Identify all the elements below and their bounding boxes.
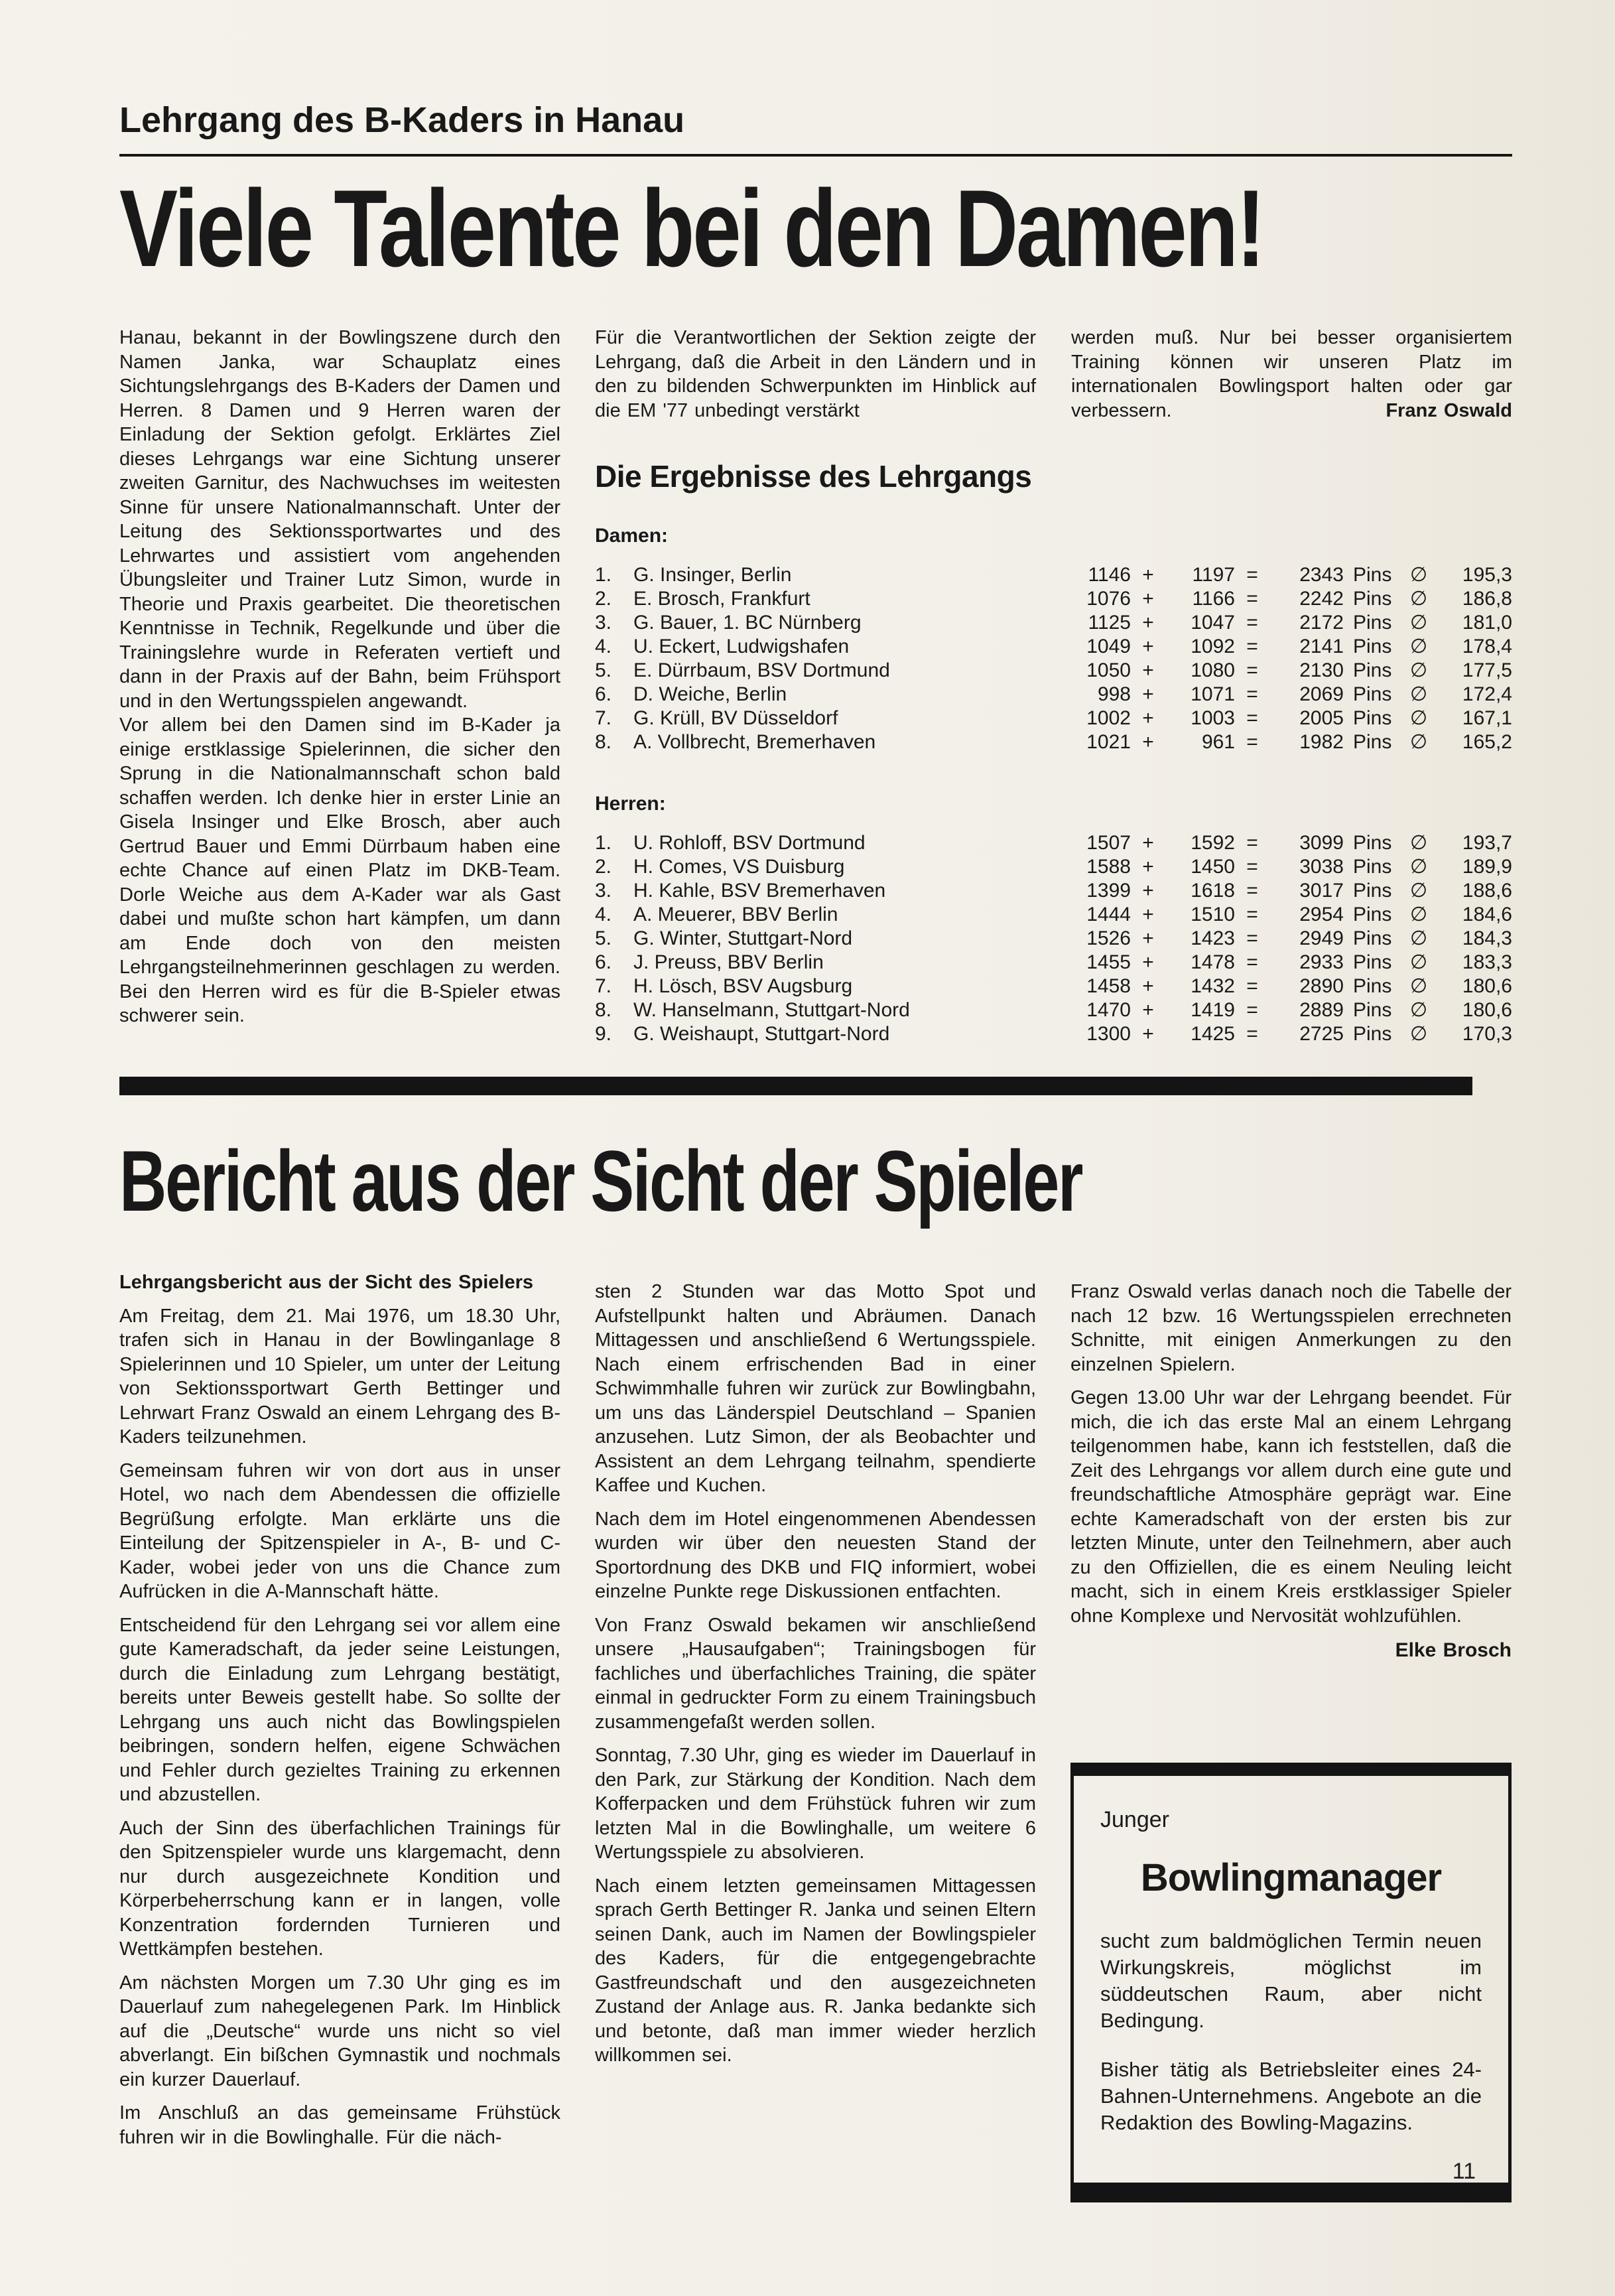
result-score2: 1423 (1191, 927, 1235, 949)
equals-sign: = (1246, 999, 1258, 1021)
result-score2: 1425 (1191, 1023, 1235, 1045)
average-value: 195,3 (1462, 564, 1512, 586)
article2-column3 (1070, 1270, 1512, 2202)
ad-title: Bowlingmanager (1140, 1856, 1442, 1899)
average-icon: ∅ (1410, 1023, 1428, 1045)
result-rank: 8. (595, 999, 612, 1021)
result-score1: 1455 (1086, 951, 1131, 973)
equals-sign: = (1246, 683, 1258, 705)
result-score1: 1300 (1086, 1023, 1131, 1045)
equals-sign: = (1246, 659, 1258, 681)
average-value: 167,1 (1462, 707, 1512, 729)
result-score2: 1166 (1192, 588, 1235, 610)
result-average (1410, 855, 1512, 879)
result-rank: 5. (595, 659, 612, 681)
article-bericht (119, 1132, 1512, 2202)
article1-col2-paragraph: Für die Verantwortlichen der Sektion zeigte der Lehrgang, daß die Arbeit in den Ländern und in den zu bildenden Schwerpunkten im Hinblick auf die EM '77 unbedingt verstärkt (595, 327, 1036, 421)
result-row (595, 587, 1512, 611)
result-name: A. Meuerer, BBV Berlin (633, 904, 838, 925)
average-value: 186,8 (1462, 588, 1512, 610)
plus-sign: + (1142, 707, 1154, 729)
article2-column1 (119, 1270, 560, 2202)
average-icon: ∅ (1410, 659, 1428, 681)
results-block (595, 458, 1512, 1046)
result-name: G. Bauer, 1. BC Nürnberg (633, 612, 862, 634)
result-average (1410, 730, 1512, 754)
article2-col3-paragraphs: Franz Oswald verlas danach noch die Tabelle der nach 12 bzw. 16 Wertungsspielen errechneten Schnitte, mit einigen Anmerkungen zu den einzelnen Spielern. Gegen 13.00 Uhr war der Lehrgang beendet. Für mich, die ich das erste Mal an einem Lehrgang teilgenommen habe, kann ich feststellen, daß die Zeit des Lehrgangs vor allem durch eine gute und freundschaftliche Atmosphäre geprägt war. Eine echte Kameradschaft von der ersten bis zur letzten Minute, unter den Teilnehmern, aber auch zu den Offiziellen, die es einem Neuling leicht macht, sich in einem Kreis erstklassiger Spieler ohne Komplexe und Nervosität wohlzufühlen. (1070, 1281, 1512, 1627)
result-row (595, 951, 1512, 975)
result-average (1410, 903, 1512, 927)
result-score1: 1002 (1086, 707, 1131, 729)
herren-label: Herren: (595, 793, 666, 815)
result-score2: 1618 (1191, 880, 1235, 902)
average-icon: ∅ (1410, 832, 1428, 854)
result-average (1410, 975, 1512, 998)
equals-sign: = (1246, 832, 1258, 854)
equals-sign: = (1246, 612, 1258, 634)
result-row (595, 1022, 1512, 1046)
result-row (595, 998, 1512, 1022)
kicker-rule (119, 154, 1512, 157)
average-icon: ∅ (1410, 707, 1428, 729)
plus-sign: + (1142, 832, 1154, 854)
result-row (595, 927, 1512, 951)
article2-lead: Lehrgangsbericht aus der Sicht des Spielers (119, 1272, 534, 1293)
result-name: U. Rohloff, BSV Dortmund (633, 832, 866, 854)
result-total: 3038 (1299, 856, 1344, 878)
result-score2: 1432 (1191, 975, 1235, 997)
equals-sign: = (1246, 904, 1258, 925)
pins-label: Pins (1353, 927, 1392, 949)
result-rank: 7. (595, 707, 612, 729)
result-rank: 7. (595, 975, 612, 997)
damen-table (595, 563, 1512, 754)
result-score2: 1092 (1191, 636, 1235, 657)
equals-sign: = (1246, 975, 1258, 997)
pins-label: Pins (1353, 904, 1392, 925)
result-rank: 4. (595, 636, 612, 657)
average-icon: ∅ (1410, 636, 1428, 657)
average-icon: ∅ (1410, 588, 1428, 610)
article2-column2: sten 2 Stunden war das Motto Spot und Aufstellpunkt halten und Abräumen. Danach Mittagessen und anschließend 6 Wertungsspiele. Nach einem erfrischenden Bad in einer Schwimmhalle fuhren wir zurück zur Bowlingbahn, um uns das Länderspiel Deutschland – Spanien anzusehen. Lutz Simon, der als Beobachter und Assistent an dem Lehrgang teilnahm, spendierte Kaffee und Kuchen. Nach dem im Hotel eingenommenen Abendessen wurden wir über den neuesten Stand der Sportordnung des DKB und FIQ informiert, wobei einzelne Punkte rege Diskussionen entfachten. Von Franz Oswald bekamen wir anschließend unsere „Hausaufgaben“; Trainingsbogen für fachliches und überfachliches Training, die später einmal in gedruckter Form zu einem Trainingsbuch zusammengefaßt werden sollen. Sonntag, 7.30 Uhr, ging es wieder im Dauerlauf in den Park, zur Stärkung der Kondition. Nach dem Kofferpacken und dem Frühstück fuhren wir zum letzten Mal in die Bowlinghalle, um weitere 6 Wertungsspiele zu absolvieren. Nach einem letzten gemeinsamen Mittagessen sprach Gerth Bettinger R. Janka und seinen Eltern seinen Dank, auch im Namen der Bowlingspieler des Kaders, für die entgegengebrachte Gastfreundschaft und den ausgezeichneten Zustand der Anlage aus. R. Janka bedankte sich und betonte, daß man immer wieder herzlich willkommen sei. (595, 1281, 1036, 2066)
plus-sign: + (1142, 731, 1154, 753)
result-score1: 1125 (1088, 612, 1131, 634)
result-total: 2949 (1299, 927, 1344, 949)
average-icon: ∅ (1410, 683, 1428, 705)
result-rank: 2. (595, 856, 612, 878)
equals-sign: = (1246, 731, 1258, 753)
average-icon: ∅ (1410, 880, 1428, 902)
result-name: J. Preuss, BBV Berlin (633, 951, 824, 973)
result-rank: 3. (595, 880, 612, 902)
result-score2: 1510 (1191, 904, 1235, 925)
result-total: 2130 (1299, 659, 1344, 681)
section-divider-bar (119, 1077, 1472, 1095)
result-total: 1982 (1299, 731, 1344, 753)
average-value: 188,6 (1462, 880, 1512, 902)
result-total: 2141 (1299, 636, 1344, 657)
result-row (595, 635, 1512, 659)
average-icon: ∅ (1410, 999, 1428, 1021)
result-name: U. Eckert, Ludwigshafen (633, 636, 850, 657)
result-score2: 1003 (1191, 707, 1235, 729)
equals-sign: = (1246, 588, 1258, 610)
result-score1: 1588 (1086, 856, 1131, 878)
article2-headline: Bericht aus der Sicht der Spieler (119, 1132, 1082, 1229)
result-score1: 1470 (1086, 999, 1131, 1021)
result-name: E. Dürrbaum, BSV Dortmund (633, 659, 890, 681)
result-total: 2242 (1299, 588, 1344, 610)
result-average (1410, 635, 1512, 659)
pins-label: Pins (1353, 707, 1392, 729)
equals-sign: = (1246, 951, 1258, 973)
article1-column2 (595, 326, 1036, 423)
pins-label: Pins (1353, 1023, 1392, 1045)
result-name: H. Comes, VS Duisburg (633, 856, 845, 878)
main-headline: Viele Talente bei den Damen! (119, 167, 1263, 289)
result-rank: 9. (595, 1023, 612, 1045)
result-row (595, 659, 1512, 683)
result-score1: 1049 (1086, 636, 1131, 657)
pins-label: Pins (1353, 999, 1392, 1021)
result-average (1410, 879, 1512, 903)
result-score2: 1080 (1191, 659, 1235, 681)
result-average (1410, 1022, 1512, 1046)
equals-sign: = (1246, 564, 1258, 586)
pins-label: Pins (1353, 880, 1392, 902)
ad-intro: Junger (1100, 1806, 1169, 1832)
pins-label: Pins (1353, 856, 1392, 878)
result-score1: 1050 (1086, 659, 1131, 681)
average-icon: ∅ (1410, 856, 1428, 878)
average-value: 178,4 (1462, 636, 1512, 657)
article1-column1: Hanau, bekannt in der Bowlingszene durch den Namen Janka, war Schauplatz eines Sichtungslehrgangs des B-Kaders der Damen und Herren. 8 Damen und 9 Herren waren der Einladung der Sektion gefolgt. Erklärtes Ziel dieses Lehrgangs war eine Sichtung unserer zweiten Garnitur, des Nachwuchses im weitesten Sinne für unsere Nationalmannschaft. Unter der Leitung des Sektionssportwartes und des Lehrwartes und assistiert vom angehenden Übungsleiter und Trainer Lutz Simon, wurde in Theorie und Praxis gearbeitet. Die theoretischen Kenntnisse in Technik, Regelkunde und über die Trainingslehre wurde in Referaten vertieft und dann in der Praxis auf der Bahn, beim Frühsport und in den Wertungsspielen angewandt. Vor allem bei den Damen sind im B-Kader ja einige erstklassige Spielerinnen, die sicher den Sprung in die Nationalmannschaft schon bald schaffen werden. Ich denke hier in erster Linie an Gisela Insinger und Elke Brosch, aber auch Gertrud Bauer und Emmi Dürrbaum haben eine echte Chance auf einen Platz im DKB-Team. Dorle Weiche aus dem A-Kader war als Gast dabei und mußte schon hart kämpfen, um dann am Ende doch von den meisten Lehrgangsteilnehmerinnen geschlagen zu werden. Bei den Herren wird es für die B-Spieler etwas schwerer sein. (119, 327, 560, 1026)
result-total: 2725 (1299, 1023, 1344, 1045)
result-total: 2889 (1299, 999, 1344, 1021)
average-icon: ∅ (1410, 612, 1428, 634)
article1-author: Franz Oswald (1386, 399, 1512, 421)
average-value: 193,7 (1462, 832, 1512, 854)
result-average (1410, 683, 1512, 707)
pins-label: Pins (1353, 683, 1392, 705)
average-icon: ∅ (1410, 927, 1428, 949)
result-name: H. Kahle, BSV Bremerhaven (633, 880, 886, 902)
equals-sign: = (1246, 707, 1258, 729)
result-total: 2954 (1299, 904, 1344, 925)
average-icon: ∅ (1410, 564, 1428, 586)
result-average (1410, 611, 1512, 635)
result-total: 2005 (1299, 707, 1344, 729)
plus-sign: + (1142, 904, 1154, 925)
equals-sign: = (1246, 856, 1258, 878)
result-score1: 998 (1097, 683, 1131, 705)
result-score2: 1197 (1192, 564, 1235, 586)
pins-label: Pins (1353, 659, 1392, 681)
pins-label: Pins (1353, 564, 1392, 586)
plus-sign: + (1142, 927, 1154, 949)
pins-label: Pins (1353, 951, 1392, 973)
result-rank: 1. (595, 832, 612, 854)
ad-body: sucht zum baldmöglichen Termin neuen Wirkungskreis, möglichst im süddeutschen Raum, aber nicht Bedingung. Bisher tätig als Betriebsleiter eines 24-Bahnen-Unternehmens. Angebote an die Redaktion des Bowling-Magazins. (1100, 1928, 1482, 2134)
pins-label: Pins (1353, 636, 1392, 657)
pins-label: Pins (1353, 612, 1392, 634)
average-icon: ∅ (1410, 975, 1428, 997)
result-score2: 1478 (1191, 951, 1235, 973)
plus-sign: + (1142, 999, 1154, 1021)
result-name: D. Weiche, Berlin (633, 683, 787, 705)
result-score2: 1047 (1191, 612, 1235, 634)
result-average (1410, 659, 1512, 683)
average-value: 189,9 (1462, 856, 1512, 878)
result-average (1410, 707, 1512, 730)
result-row (595, 730, 1512, 754)
result-rank: 2. (595, 588, 612, 610)
page-number: 11 (1452, 2159, 1476, 2184)
result-row (595, 707, 1512, 730)
plus-sign: + (1142, 636, 1154, 657)
average-value: 172,4 (1462, 683, 1512, 705)
result-total: 2933 (1299, 951, 1344, 973)
average-value: 181,0 (1462, 612, 1512, 634)
result-total: 2890 (1299, 975, 1344, 997)
plus-sign: + (1142, 659, 1154, 681)
article1-col3-paragraph: werden muß. Nur bei besser organisiertem Training können wir unseren Platz im internationalen Bowlingsport halten oder gar verbessern. (1071, 327, 1512, 421)
average-value: 183,3 (1462, 951, 1512, 973)
equals-sign: = (1246, 636, 1258, 657)
average-value: 180,6 (1462, 975, 1512, 997)
plus-sign: + (1142, 612, 1154, 634)
result-name: G. Winter, Stuttgart-Nord (633, 927, 853, 949)
article2-col1-paragraphs: Am Freitag, dem 21. Mai 1976, um 18.30 Uhr, trafen sich in Hanau in der Bowlinganlage 8 Spielerinnen und 10 Spieler, um unter der Leitung von Sektionssportwart Gerth Bettinger und Lehrwart Franz Oswald an einem Lehrgang des B-Kaders teilzunehmen. Gemeinsam fuhren wir von dort aus in unser Hotel, wo nach dem Abendessen die offizielle Begrüßung erfolgte. Man erklärte uns die Einteilung der Spitzenspieler in A-, B- und C-Kader, wobei jeder von uns die Chance zum Aufrücken in die A-Mannschaft hätte. Entscheidend für den Lehrgang sei vor allem eine gute Kameradschaft, da jeder seine Leistungen, durch die Einladung zum Lehrgang bestätigt, bereits unter Beweis gestellt habe. So sollte der Lehrgang uns auch nicht das Bowlingspielen beibringen, sondern helfen, eigene Schwächen und Fehler durch gezieltes Training zu erkennen und abzustellen. Auch der Sinn des überfachlichen Trainings für den Spitzenspieler wurde uns klargemacht, denn nur durch ausgezeichnete Kondition und Körperbeherrschung kann er in langen, volle Konzentration fordernden Turnieren und Wettkämpfen bestehen. Am nächsten Morgen um 7.30 Uhr ging es im Dauerlauf zum nahegelegenen Park. Im Hinblick auf die „Deutsche“ wurde uns nicht so viel abverlangt. Ein bißchen Gymnastik und nochmals ein kurzer Dauerlauf. Im Anschluß an das gemeinsame Frühstück fuhren wir in die Bowlinghalle. Für die näch- (119, 1305, 560, 2148)
result-row (595, 903, 1512, 927)
result-rank: 6. (595, 683, 612, 705)
damen-label: Damen: (595, 525, 669, 547)
average-value: 165,2 (1462, 731, 1512, 753)
result-score1: 1076 (1086, 588, 1131, 610)
results-title: Die Ergebnisse des Lehrgangs (595, 459, 1032, 494)
result-average (1410, 927, 1512, 951)
equals-sign: = (1246, 1023, 1258, 1045)
result-row (595, 879, 1512, 903)
result-row (595, 831, 1512, 855)
plus-sign: + (1142, 880, 1154, 902)
pins-label: Pins (1353, 588, 1392, 610)
result-name: H. Lösch, BSV Augsburg (633, 975, 853, 997)
article1-right-area (595, 326, 1512, 1046)
plus-sign: + (1142, 683, 1154, 705)
pins-label: Pins (1353, 731, 1392, 753)
result-average (1410, 951, 1512, 975)
result-total: 2343 (1299, 564, 1344, 586)
article-talente (119, 326, 1512, 1046)
result-name: G. Krüll, BV Düsseldorf (633, 707, 838, 729)
result-rank: 6. (595, 951, 612, 973)
result-score2: 1071 (1191, 683, 1235, 705)
result-rank: 5. (595, 927, 612, 949)
result-score1: 1146 (1088, 564, 1131, 586)
herren-table (595, 831, 1512, 1046)
average-icon: ∅ (1410, 951, 1428, 973)
article1-column3 (1071, 326, 1512, 423)
result-score1: 1021 (1086, 731, 1131, 753)
result-rank: 1. (595, 564, 612, 586)
result-total: 2069 (1299, 683, 1344, 705)
equals-sign: = (1246, 880, 1258, 902)
result-row (595, 563, 1512, 587)
plus-sign: + (1142, 564, 1154, 586)
result-score2: 1592 (1191, 832, 1235, 854)
result-score1: 1507 (1086, 832, 1131, 854)
plus-sign: + (1142, 856, 1154, 878)
pins-label: Pins (1353, 975, 1392, 997)
plus-sign: + (1142, 588, 1154, 610)
result-total: 3017 (1299, 880, 1344, 902)
result-name: E. Brosch, Frankfurt (633, 588, 810, 610)
result-name: W. Hanselmann, Stuttgart-Nord (633, 999, 910, 1021)
article2-author: Elke Brosch (1395, 1639, 1512, 1661)
average-icon: ∅ (1410, 731, 1428, 753)
result-total: 3099 (1299, 832, 1344, 854)
classified-ad-box (1070, 1763, 1512, 2202)
result-name: G. Weishaupt, Stuttgart-Nord (633, 1023, 890, 1045)
kicker: Lehrgang des B-Kaders in Hanau (119, 100, 685, 140)
result-row (595, 975, 1512, 998)
result-name: A. Vollbrecht, Bremerhaven (633, 731, 876, 753)
result-score1: 1444 (1086, 904, 1131, 925)
plus-sign: + (1142, 951, 1154, 973)
result-average (1410, 831, 1512, 855)
result-average (1410, 998, 1512, 1022)
result-average (1410, 563, 1512, 587)
result-score2: 1419 (1191, 999, 1235, 1021)
result-rank: 3. (595, 612, 612, 634)
result-rank: 8. (595, 731, 612, 753)
average-icon: ∅ (1410, 904, 1428, 925)
result-rank: 4. (595, 904, 612, 925)
result-row (595, 683, 1512, 707)
equals-sign: = (1246, 927, 1258, 949)
average-value: 184,3 (1462, 927, 1512, 949)
average-value: 177,5 (1462, 659, 1512, 681)
result-row (595, 611, 1512, 635)
average-value: 184,6 (1462, 904, 1512, 925)
result-score1: 1526 (1086, 927, 1131, 949)
result-row (595, 855, 1512, 879)
result-total: 2172 (1299, 612, 1344, 634)
result-average (1410, 587, 1512, 611)
plus-sign: + (1142, 1023, 1154, 1045)
plus-sign: + (1142, 975, 1154, 997)
result-score1: 1458 (1086, 975, 1131, 997)
result-name: G. Insinger, Berlin (633, 564, 792, 586)
average-value: 180,6 (1462, 999, 1512, 1021)
pins-label: Pins (1353, 832, 1392, 854)
result-score1: 1399 (1086, 880, 1131, 902)
result-score2: 1450 (1191, 856, 1235, 878)
average-value: 170,3 (1462, 1023, 1512, 1045)
result-score2: 961 (1201, 731, 1235, 753)
